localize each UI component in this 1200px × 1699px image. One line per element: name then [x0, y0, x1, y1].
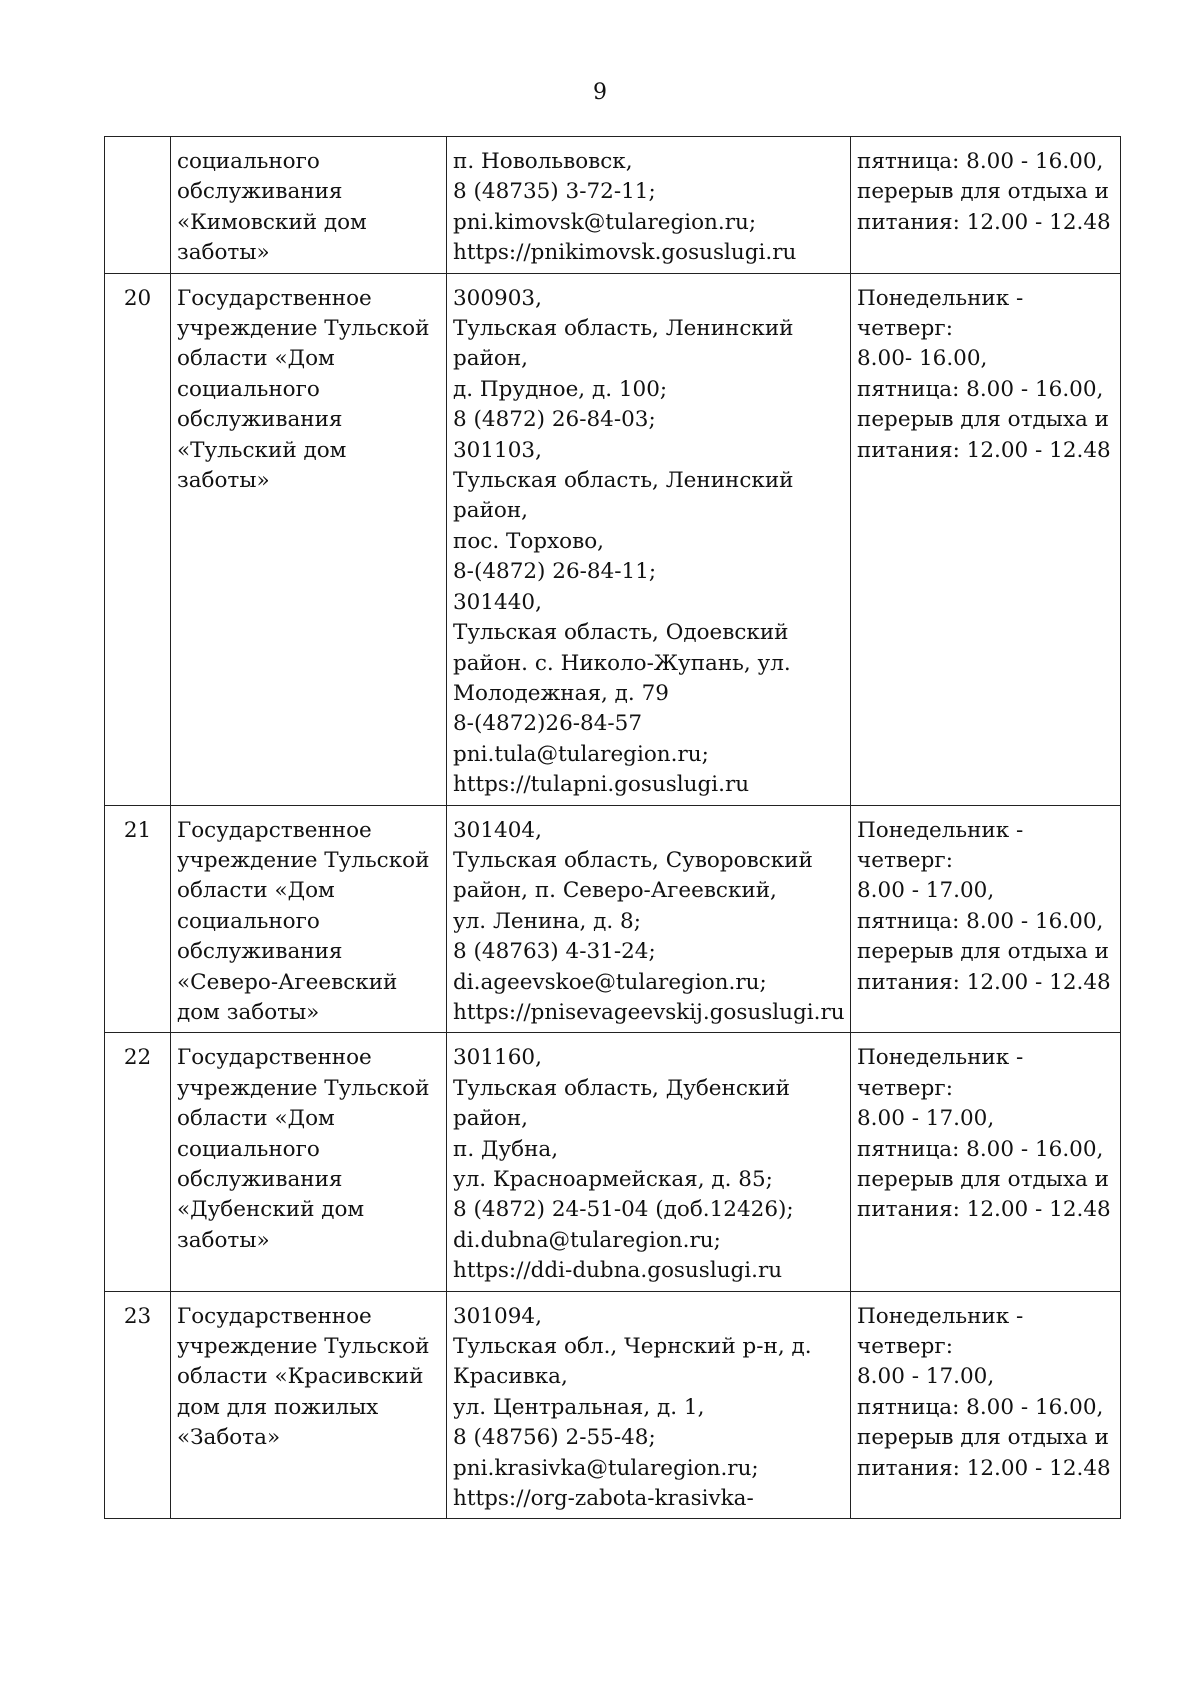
- row-number-cell: 21: [105, 805, 171, 1033]
- working-hours-cell: пятница: 8.00 - 16.00, перерыв для отдыха и питания: 12.00 - 12.48: [851, 137, 1121, 274]
- row-number-cell: 23: [105, 1291, 171, 1519]
- working-hours-cell: Понедельник - четверг: 8.00 - 17.00, пятница: 8.00 - 16.00, перерыв для отдыха и питания: 12.00 - 12.48: [851, 1291, 1121, 1519]
- row-number-cell: 20: [105, 273, 171, 805]
- table-row: [105, 1291, 1121, 1519]
- table-row: [105, 805, 1121, 1033]
- address-contacts-cell: 301160, Тульская область, Дубенский район, п. Дубна, ул. Красноармейская, д. 85; 8 (4872) 24-51-04 (доб.12426); di.dubna@tularegion.ru; https://ddi-dubna.gosuslugi.ru: [447, 1033, 851, 1291]
- working-hours-cell: Понедельник - четверг: 8.00 - 17.00, пятница: 8.00 - 16.00, перерыв для отдыха и питания: 12.00 - 12.48: [851, 805, 1121, 1033]
- row-number-cell: 22: [105, 1033, 171, 1291]
- institution-name-cell: Государственное учреждение Тульской области «Дом социального обслуживания «Северо-Агеевский дом заботы»: [171, 805, 447, 1033]
- table-row: [105, 273, 1121, 805]
- institution-name-cell: Государственное учреждение Тульской области «Дом социального обслуживания «Дубенский дом заботы»: [171, 1033, 447, 1291]
- institutions-table: [104, 136, 1121, 1519]
- institution-name-cell: социального обслуживания «Кимовский дом заботы»: [171, 137, 447, 274]
- address-contacts-cell: 301094, Тульская обл., Чернский р-н, д. Красивка, ул. Центральная, д. 1, 8 (48756) 2-55-48; pni.krasivka@tularegion.ru; https://org-zabota-krasivka-: [447, 1291, 851, 1519]
- working-hours-cell: Понедельник - четверг: 8.00 - 17.00, пятница: 8.00 - 16.00, перерыв для отдыха и питания: 12.00 - 12.48: [851, 1033, 1121, 1291]
- institution-name-cell: Государственное учреждение Тульской области «Дом социального обслуживания «Тульский дом заботы»: [171, 273, 447, 805]
- institution-name-cell: Государственное учреждение Тульской области «Красивский дом для пожилых «Забота»: [171, 1291, 447, 1519]
- address-contacts-cell: 301404, Тульская область, Суворовский район, п. Северо-Агеевский, ул. Ленина, д. 8; 8 (48763) 4-31-24; di.ageevskoe@tularegion.ru; https://pnisevageevskij.gosuslugi.ru: [447, 805, 851, 1033]
- address-contacts-cell: 300903, Тульская область, Ленинский район, д. Прудное, д. 100; 8 (4872) 26-84-03; 301103, Тульская область, Ленинский район, пос. Торхово, 8-(4872) 26-84-11; 301440, Тульская область, Одоевский район. с. Николо-Жупань, ул. Молодежная, д. 79 8-(4872)26-84-57 pni.tula@tularegion.ru; https://tulapni.gosuslugi.ru: [447, 273, 851, 805]
- table-row: [105, 137, 1121, 274]
- row-number-cell: [105, 137, 171, 274]
- page-number: 9: [593, 80, 607, 105]
- working-hours-cell: Понедельник - четверг: 8.00- 16.00, пятница: 8.00 - 16.00, перерыв для отдыха и питания: 12.00 - 12.48: [851, 273, 1121, 805]
- table-row: [105, 1033, 1121, 1291]
- address-contacts-cell: п. Новольвовск, 8 (48735) 3-72-11; pni.kimovsk@tularegion.ru; https://pnikimovsk.gosuslugi.ru: [447, 137, 851, 274]
